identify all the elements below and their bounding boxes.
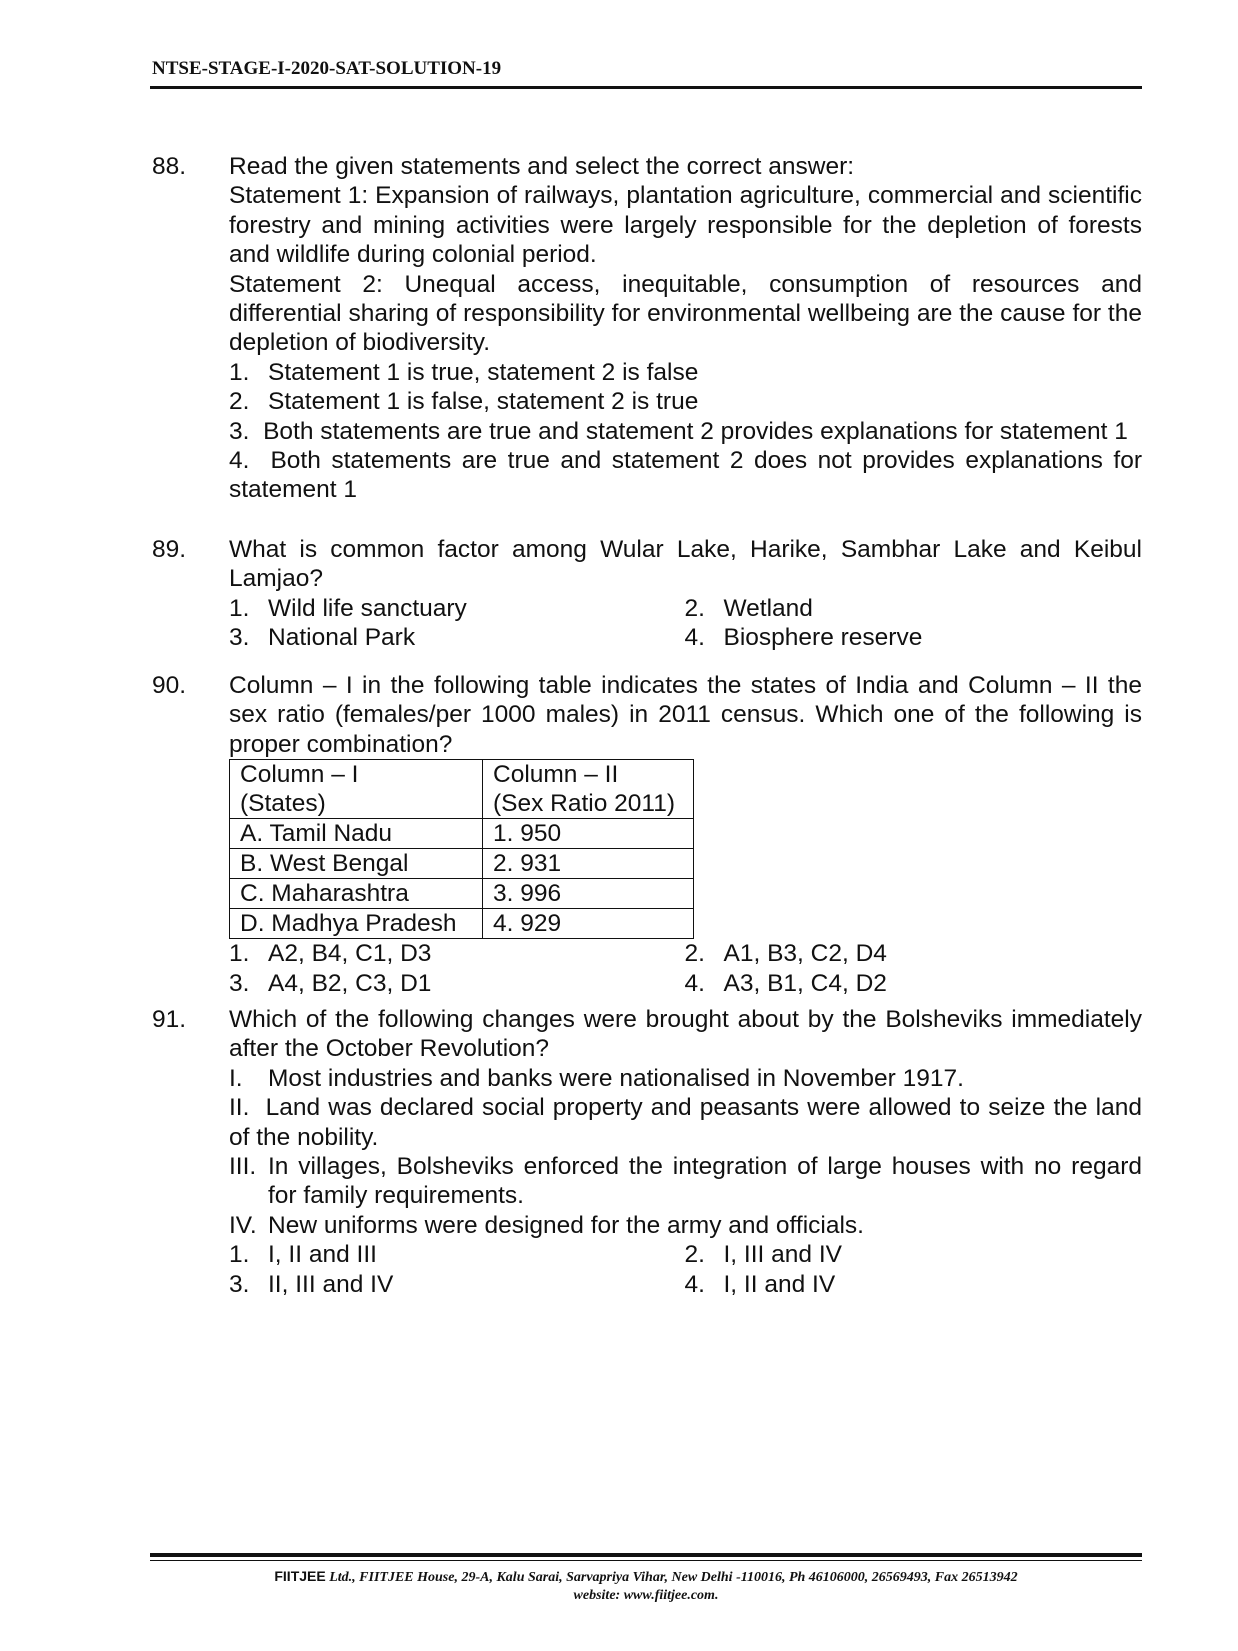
question-prompt: Which of the following changes were brought about by the Bolsheviks immediately after the October Revolution? <box>229 1006 1142 1063</box>
option-2 <box>229 387 1142 416</box>
column-1-title: Column – I <box>240 761 359 789</box>
table-row <box>230 879 694 909</box>
option-text: I, II and IV <box>723 1270 836 1298</box>
option-text: A2, B4, C1, D3 <box>268 940 432 968</box>
option-text: Biosphere reserve <box>723 624 923 652</box>
statement-text: In villages, Bolsheviks enforced the integration of large houses with no regard for family requirements. <box>268 1153 1142 1210</box>
option-number: 2. <box>684 594 705 622</box>
option-4 <box>685 623 1143 652</box>
option-number: 3. <box>229 969 250 997</box>
header-divider <box>150 86 1142 89</box>
statement-i <box>229 1064 1142 1093</box>
option-text: I, III and IV <box>723 1241 842 1269</box>
option-1 <box>229 939 685 968</box>
option-number: 4. <box>684 624 705 652</box>
option-text: Both statements are true and statement 2 provides explanations for statement 1 <box>263 417 1128 445</box>
option-2 <box>685 1240 1143 1269</box>
option-number: 4. <box>684 969 705 997</box>
statement-text: New uniforms were designed for the army and officials. <box>268 1211 864 1239</box>
option-2 <box>685 594 1143 623</box>
table-cell: C. Maharashtra <box>230 879 483 909</box>
option-text: A4, B2, C3, D1 <box>268 969 432 997</box>
question-90 <box>152 671 1142 998</box>
footer-divider <box>150 1553 1142 1557</box>
option-text: Wetland <box>723 594 813 622</box>
footer-divider-thin <box>150 1560 1142 1561</box>
statement-number: II. <box>229 1094 250 1122</box>
sex-ratio-table <box>229 759 694 939</box>
option-1 <box>229 594 685 623</box>
option-number: 3. <box>229 624 250 652</box>
option-number: 2. <box>229 388 250 416</box>
table-cell: 1. 950 <box>483 819 694 849</box>
statement-text: Most industries and banks were nationalised in November 1917. <box>268 1064 964 1092</box>
question-prompt: Read the given statements and select the correct answer: <box>229 153 855 180</box>
option-number: 2. <box>684 1241 705 1269</box>
table-cell: A. Tamil Nadu <box>230 819 483 849</box>
option-number: 4. <box>684 1270 705 1298</box>
question-91 <box>152 1005 1142 1299</box>
footer-address-text: Ltd., FIITJEE House, 29-A, Kalu Sarai, Sarvapriya Vihar, New Delhi -110016, Ph 46106000, 26569493, Fax 26513942 <box>329 1570 1018 1585</box>
option-3 <box>229 417 1142 446</box>
statement-number: IV. <box>229 1211 257 1239</box>
option-3 <box>229 623 685 652</box>
option-number: 2. <box>684 940 705 968</box>
question-number: 88. <box>152 153 187 180</box>
option-number: 1. <box>229 1241 250 1269</box>
option-text: II, III and IV <box>268 1270 394 1298</box>
header-title: NTSE-STAGE-I-2020-SAT-SOLUTION-19 <box>152 58 502 79</box>
option-text: National Park <box>268 624 416 652</box>
question-number: 90. <box>152 672 187 699</box>
option-2 <box>685 939 1143 968</box>
option-4 <box>685 1270 1143 1299</box>
table-row <box>230 909 694 939</box>
option-number: 3. <box>229 417 250 445</box>
statement-1: Statement 1: Expansion of railways, plantation agriculture, commercial and scientific forestry and mining activities were largely responsible for the depletion of forests and wildlife during colonial period. <box>229 182 1142 269</box>
table-header-row <box>230 760 694 819</box>
table-cell: D. Madhya Pradesh <box>230 909 483 939</box>
option-text: Statement 1 is true, statement 2 is false <box>268 358 699 386</box>
table-row <box>230 849 694 879</box>
table-row <box>230 819 694 849</box>
table-cell: 2. 931 <box>483 849 694 879</box>
option-number: 4. <box>229 447 250 475</box>
option-text: I, II and III <box>268 1241 377 1269</box>
table-cell: B. West Bengal <box>230 849 483 879</box>
statement-2: Statement 2: Unequal access, inequitable, consumption of resources and differential sharing of responsibility for environmental wellbeing are the cause for the depletion of biodiversity. <box>229 270 1142 357</box>
question-prompt: Column – I in the following table indicates the states of India and Column – II the sex ratio (females/per 1000 males) in 2011 census. Which one of the following is proper combination? <box>229 672 1142 758</box>
option-4 <box>685 969 1143 998</box>
footer-website: website: www.fiitjee.com. <box>573 1588 719 1603</box>
footer-address <box>150 1568 1142 1586</box>
option-1 <box>229 358 1142 387</box>
column-2-title: Column – II <box>493 761 619 789</box>
question-prompt: What is common factor among Wular Lake, Harike, Sambhar Lake and Keibul Lamjao? <box>229 536 1142 593</box>
statement-ii <box>229 1093 1142 1152</box>
table-header-cell <box>230 760 483 819</box>
option-text: Statement 1 is false, statement 2 is true <box>268 388 699 416</box>
column-1-subtitle: (States) <box>240 790 326 818</box>
option-number: 1. <box>229 358 250 386</box>
option-3 <box>229 969 685 998</box>
table-header-cell <box>483 760 694 819</box>
statement-number: I. <box>229 1064 243 1092</box>
question-number: 89. <box>152 536 187 563</box>
column-2-subtitle: (Sex Ratio 2011) <box>493 790 676 818</box>
question-number: 91. <box>152 1006 187 1033</box>
option-text: Both statements are true and statement 2 does not provides explanations for statement 1 <box>229 447 1142 504</box>
footer-brand: FIITJEE <box>274 1568 326 1584</box>
statement-text: Land was declared social property and peasants were allowed to seize the land of the nobility. <box>229 1094 1142 1151</box>
option-text: Wild life sanctuary <box>268 594 467 622</box>
table-cell: 3. 996 <box>483 879 694 909</box>
statement-iv <box>229 1211 1142 1240</box>
table-cell: 4. 929 <box>483 909 694 939</box>
option-number: 3. <box>229 1270 250 1298</box>
option-text: A3, B1, C4, D2 <box>723 969 887 997</box>
statement-number: III. <box>229 1153 257 1181</box>
option-number: 1. <box>229 940 250 968</box>
question-88 <box>152 152 1142 505</box>
option-3 <box>229 1270 685 1299</box>
statement-iii <box>229 1152 1142 1211</box>
option-number: 1. <box>229 594 250 622</box>
option-text: A1, B3, C2, D4 <box>723 940 887 968</box>
question-89 <box>152 535 1142 653</box>
option-4 <box>229 446 1142 505</box>
option-1 <box>229 1240 685 1269</box>
